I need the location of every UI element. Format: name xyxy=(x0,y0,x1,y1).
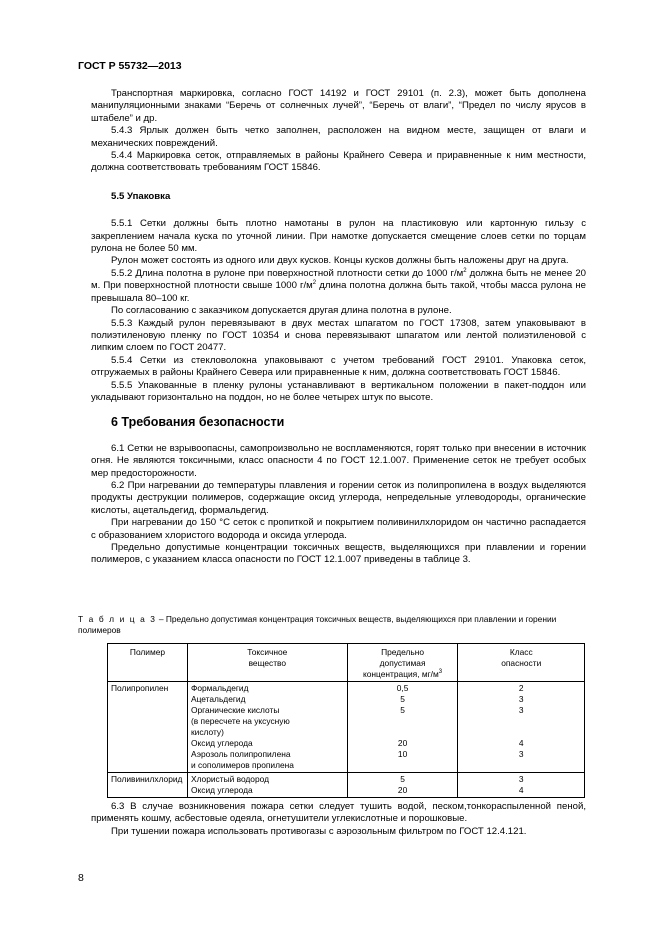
table-row xyxy=(108,773,585,798)
header-text: Класс xyxy=(509,647,533,657)
paragraph-transport-marking: Транспортная маркировка, согласно ГОСТ 14192 и ГОСТ 29101 (п. 2.3), может быть дополнена манипуляционными знаками “Беречь от солнечных лучей”, “Беречь от влаги”, “Предел по числу ярусов в штабеле” и др. xyxy=(91,88,586,124)
table-caption-text: – Предельно допустимая концентрация токсичных веществ, выделяющихся при плавлении и горении полимеров xyxy=(78,614,557,635)
table-cell-polymer xyxy=(108,773,188,798)
section-6-heading: 6 Требования безопасности xyxy=(111,415,285,430)
concentration-value xyxy=(351,727,455,738)
table-cell-substance xyxy=(187,773,347,798)
header-text: Токсичное xyxy=(247,647,288,657)
toxic-substances-table xyxy=(107,643,585,798)
paragraph-roll-pieces: Рулон может состоять из одного или двух кусков. Концы кусков должны быть наложены друг на друга. xyxy=(111,255,569,267)
table-cell-conc xyxy=(347,773,458,798)
table-label: Т а б л и ц а 3 xyxy=(78,614,157,624)
polymer-name: Поливинилхлорид xyxy=(111,774,183,784)
hazard-class-value: 3 xyxy=(518,705,524,715)
substance-name: Ацетальдегид xyxy=(190,694,246,704)
concentration-value: 20 xyxy=(397,785,408,795)
text-fragment: 5.5.2 Длина полотна в рулоне при поверхностной плотности сетки до 1000 г/м xyxy=(111,267,464,279)
table-3-caption xyxy=(78,614,588,636)
paragraph-gas-masks: При тушении пожара использовать противогазы с аэрозольным фильтром по ГОСТ 12.4.121. xyxy=(111,825,527,837)
superscript: 2 xyxy=(312,280,317,287)
hazard-class-value xyxy=(461,760,581,771)
paragraph-6-2: 6.2 При нагревании до температуры плавления и горении сеток из полипропилена в воздух выделяются продукты деструкции полимеров, содержащие оксид углерода, непредельные углеводороды, органические кислоты, ацетальдегид, формальдегид. xyxy=(91,479,586,516)
paragraph-5-5-3: 5.5.3 Каждый рулон перевязывают в двух местах шпагатом по ГОСТ 17308, затем упаковывают в полиэтиленовую пленку по ГОСТ 10354 и снова перевязывают шпагатом или лентой полиэтиленовой с липким слоем по ГОСТ 20477. xyxy=(91,317,586,354)
header-concentration xyxy=(347,644,458,682)
paragraph-5-4-4: 5.4.4 Маркировка сеток, отправляемых в районы Крайнего Севера и приравненные к ним местности, должна соответствовать требованиям ГОСТ 15846. xyxy=(91,150,586,174)
hazard-class-value: 3 xyxy=(518,694,524,704)
concentration-value: 20 xyxy=(397,738,408,748)
hazard-class-value xyxy=(461,727,581,738)
table-body xyxy=(108,682,585,798)
superscript: 3 xyxy=(438,669,443,676)
table-cell-polymer xyxy=(108,682,188,773)
superscript: 2 xyxy=(463,267,467,274)
concentration-value: 5 xyxy=(400,774,405,784)
table-cell-class xyxy=(458,773,585,798)
paragraph-5-5-4: 5.5.4 Сетки из стекловолокна упаковывают с учетом требований ГОСТ 29101. Упаковка сеток, отгружаемых в районы Крайнего Севера или приравненные к ним, должна соответствовать ГОСТ 15846. xyxy=(91,354,586,379)
text-fragment: должна быть не менее 20 м. При поверхностной плотности свыше 1000 г/м xyxy=(91,267,587,292)
substance-name: Оксид углерода xyxy=(190,738,253,748)
concentration-value xyxy=(351,716,455,727)
header-substance xyxy=(187,644,347,682)
paragraph-agreement: По согласованию с заказчиком допускается другая длина полотна в рулоне. xyxy=(111,305,452,317)
header-text xyxy=(351,669,455,680)
header-text: допустимая xyxy=(379,658,426,668)
hazard-class-value: 2 xyxy=(518,683,524,693)
header-text: вещество xyxy=(248,658,287,668)
hazard-class-value: 4 xyxy=(518,738,524,748)
paragraph-6-1: 6.1 Сетки не взрывоопасны, самопроизвольно не воспламеняются, горят только при внесении в источник огня. Не являются токсичными, класс опасности 4 по ГОСТ 12.1.007. Применение сеток не требует особых мер предосторожности. xyxy=(91,442,586,479)
table-cell-substance xyxy=(187,682,347,773)
substance-name: Аэрозоль полипропилена xyxy=(190,749,291,759)
paragraph-6-3: 6.3 В случае возникновения пожара сетки следует тушить водой, песком,тонкораспыленной пеной, применять кошму, асбестовые одеяла, огнетушители углекислотные и порошковые. xyxy=(91,801,586,825)
header-polymer xyxy=(108,644,188,682)
header-text: Полимер xyxy=(129,647,166,657)
substance-name: Формальдегид xyxy=(190,683,249,693)
concentration-value: 10 xyxy=(397,749,408,759)
text-fragment: длина полотна должна быть такой, чтобы масса рулона не превышала 80–100 кг. xyxy=(91,280,586,304)
paragraph-5-5-5: 5.5.5 Упакованные в пленку рулоны устанавливают в вертикальном положении в пакет-поддон или укладывают горизонтально на поддон, но не более четырех штук по высоте. xyxy=(91,379,586,403)
substance-name: кислоту) xyxy=(190,727,224,737)
concentration-value: 0,5 xyxy=(396,683,409,693)
concentration-value xyxy=(351,760,455,771)
hazard-class-value xyxy=(461,716,581,727)
page-number: 8 xyxy=(78,872,84,884)
substance-name: Оксид углерода xyxy=(190,785,253,795)
paragraph-5-5-1: 5.5.1 Сетки должны быть плотно намотаны в рулон на пластиковую или картонную гильзу с закреплением начала куска по уточной линии. При намотке допускается смещение слоев сетки по торцам рулона не более 50 мм. xyxy=(91,218,586,255)
table-cell-class xyxy=(458,682,585,773)
polymer-name: Полипропилен xyxy=(111,683,169,693)
table-cell-conc xyxy=(347,682,458,773)
substance-name: (в пересчете на уксусную xyxy=(190,716,290,726)
section-5-5-heading: 5.5 Упаковка xyxy=(111,190,171,202)
concentration-value: 5 xyxy=(400,694,405,704)
table-row xyxy=(108,682,585,773)
concentration-value: 5 xyxy=(400,705,405,715)
header-text: Предельно xyxy=(381,647,425,657)
paragraph-heating-pvc: При нагревании до 150 °С сеток с пропиткой и покрытием поливинилхлоридом он частично распадается с образованием хлористого водорода и оксида углерода. xyxy=(91,517,586,541)
substance-name: Органические кислоты xyxy=(190,705,280,715)
hazard-class-value: 3 xyxy=(518,749,524,759)
header-hazard-class xyxy=(458,644,585,682)
standard-header: ГОСТ Р 55732—2013 xyxy=(78,60,182,72)
paragraph-5-4-3: 5.4.3 Ярлык должен быть четко заполнен, расположен на видном месте, защищен от влаги и механических повреждений. xyxy=(91,125,586,149)
paragraph-5-5-2 xyxy=(91,268,586,305)
substance-name: Хлористый водород xyxy=(190,774,269,784)
header-text: концентрация, мг/м xyxy=(363,669,439,679)
substance-name: и сополимеров пропилена xyxy=(190,760,294,770)
header-text: опасности xyxy=(501,658,542,668)
main-text-block xyxy=(91,88,586,567)
hazard-class-value: 4 xyxy=(518,785,524,795)
table-header-row xyxy=(108,644,585,682)
paragraph-mac: Предельно допустимые концентрации токсичных веществ, выделяющихся при плавлении и горении полимеров, с указанием класса опасности по ГОСТ 12.1.007 приведены в таблице 3. xyxy=(91,542,586,566)
after-table-text xyxy=(91,801,586,838)
hazard-class-value: 3 xyxy=(518,774,524,784)
